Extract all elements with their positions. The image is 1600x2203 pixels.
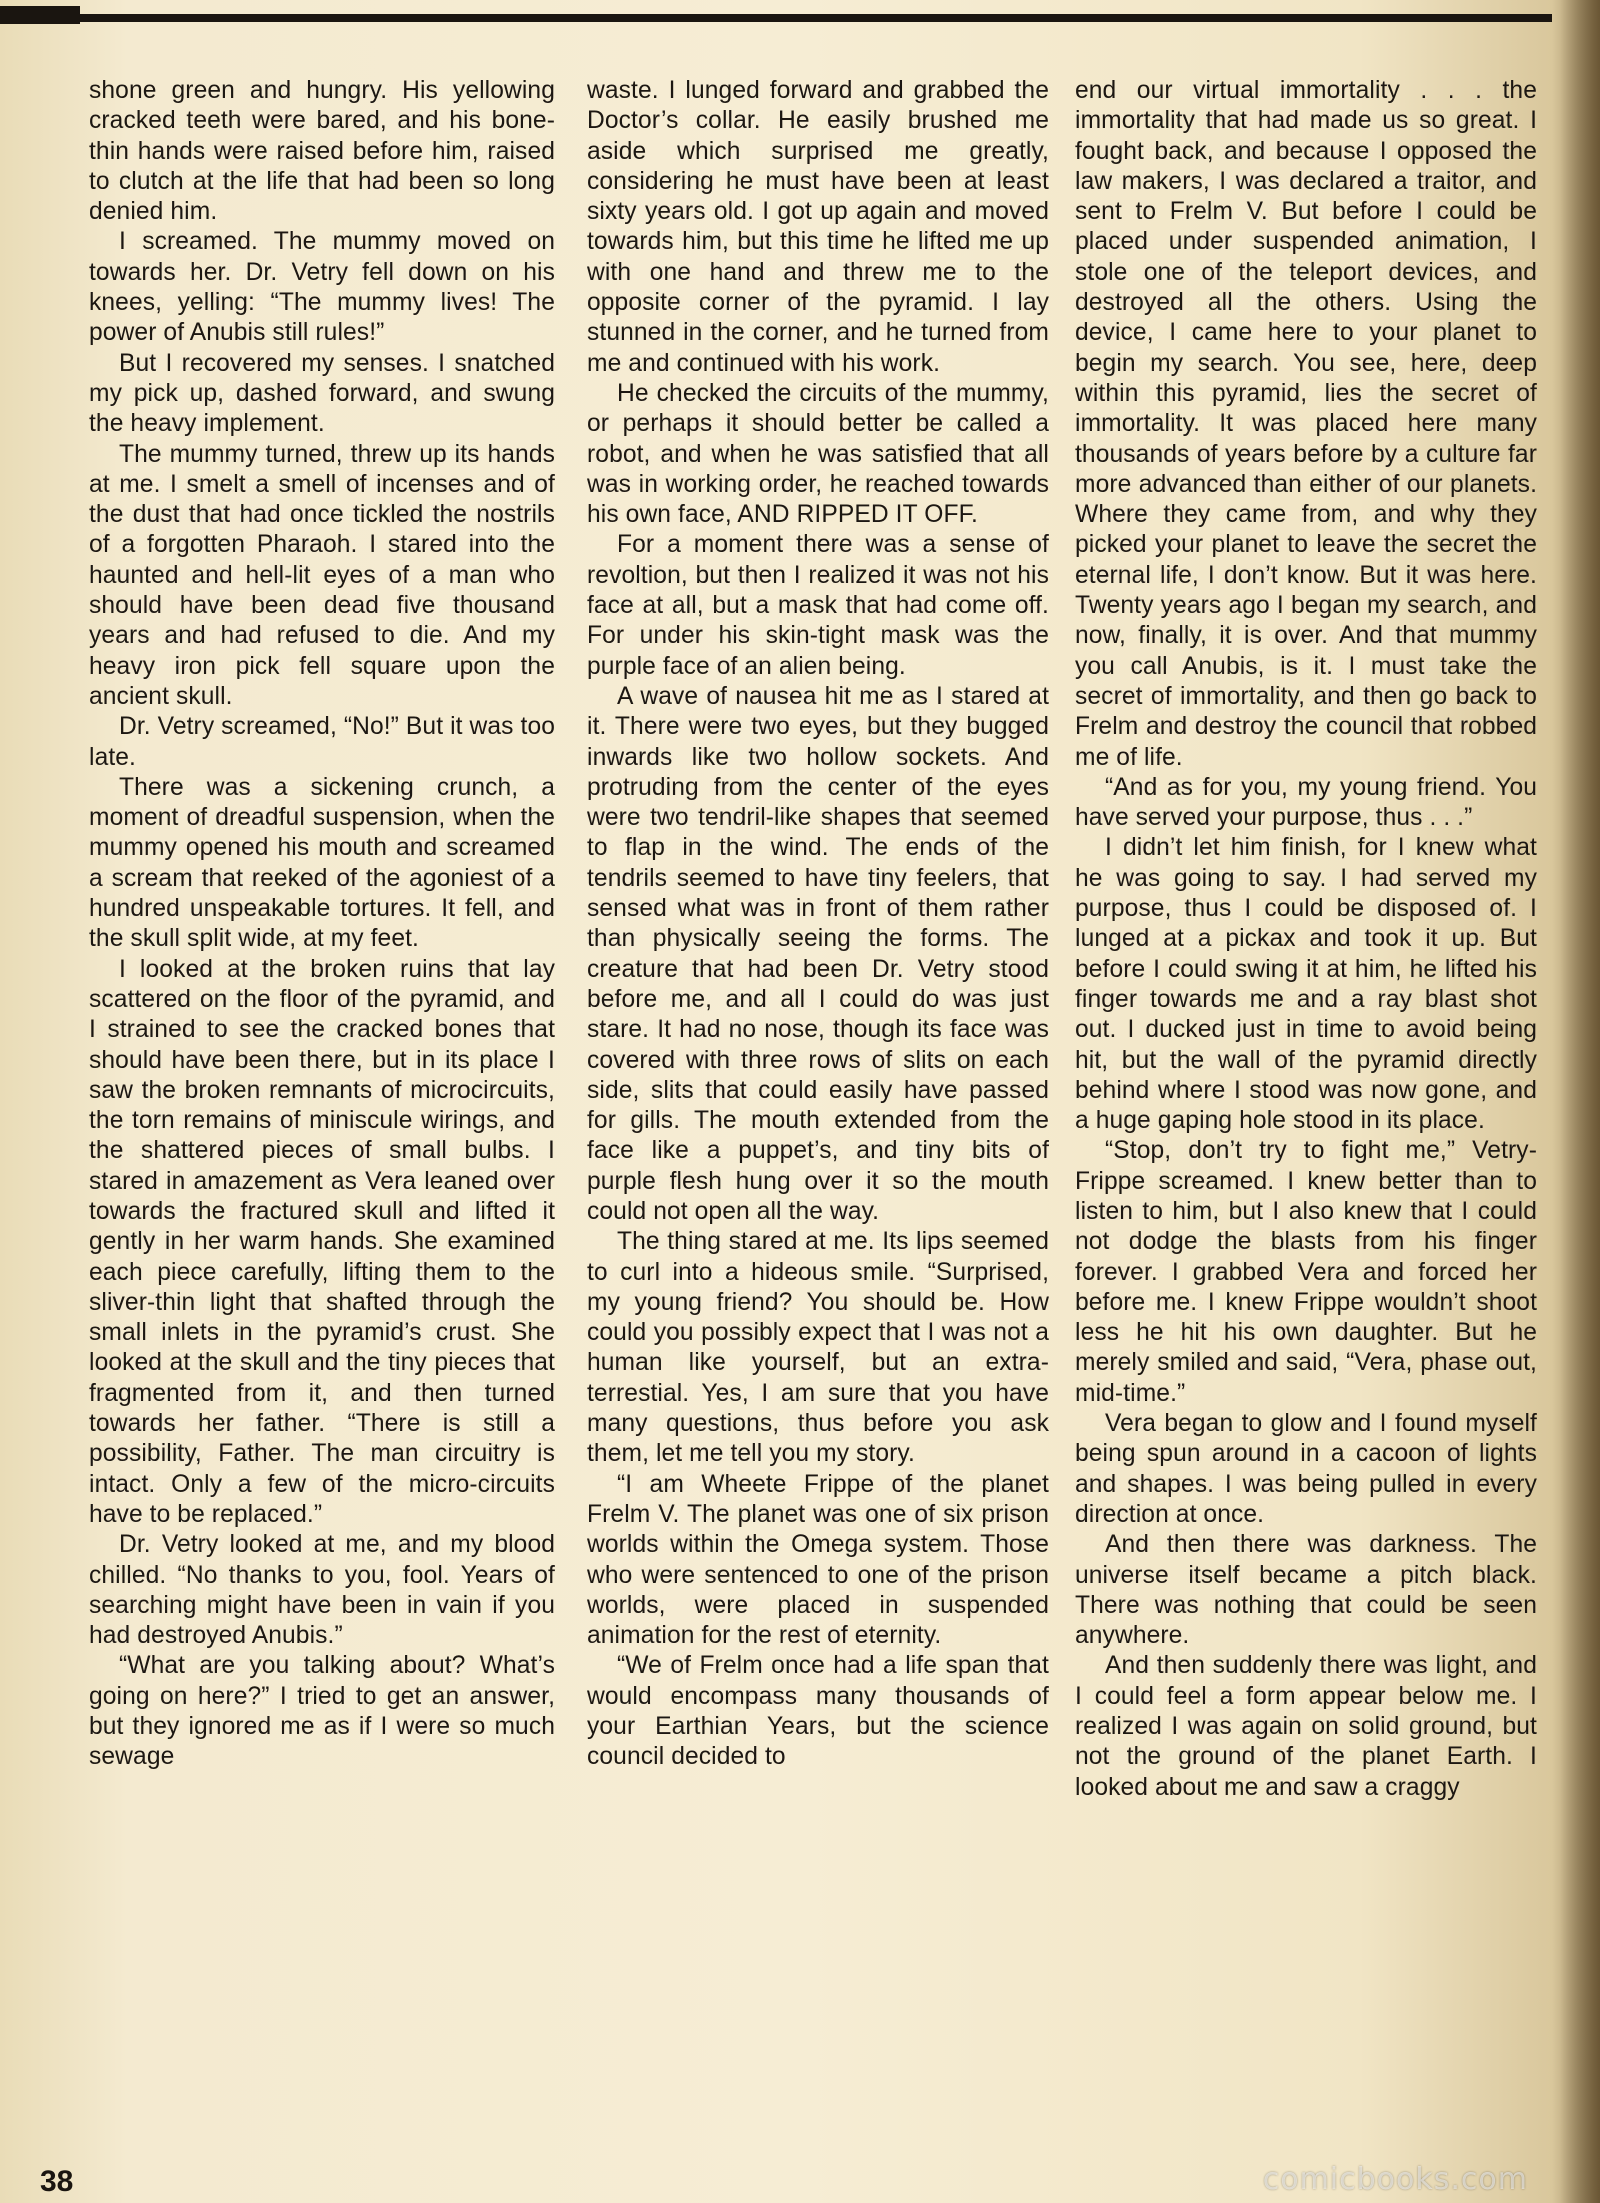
paragraph: A wave of nausea hit me as I stared at it. There were two eyes, but they bugged inwards like two hollow sockets. And protruding from the center of the eyes were two tendril-like shapes that seemed to flap in the wind. The ends of the tendrils seemed to have tiny feelers, that sensed what was in front of them rather than physically seeing the forms. The creature that had been Dr. Vetry stood before me, and all I could do was just stare. It had no nose, though its face was covered with three rows of slits on each side, slits that could easily have passed for gills. The mouth extended from the face like a puppet’s, and tiny bits of purple flesh hung over it so the mouth could not open all the way.	[587, 682, 1049, 1225]
top-rule	[0, 14, 1552, 22]
paragraph: I looked at the broken ruins that lay scattered on the floor of the pyramid, and I strained to see the cracked bones that should have been there, but in its place I saw the broken remnants of microcircuits, the torn remains of miniscule wirings, and the shattered pieces of small bulbs. I stared in amazement as Vera leaned over towards the fractured skull and lifted it gently in her warm hands. She examined each piece carefully, lifting them to the sliver-thin light that shafted through the small inlets in the pyramid’s crust. She looked at the skull and the tiny pieces that fragmented from it, and then turned towards her father. “There is still a possibility, Father. The man circuitry is intact. Only a few of the micro-circuits have to be replaced.”	[89, 955, 555, 1528]
paragraph: The thing stared at me. Its lips seemed to curl into a hideous smile. “Surprised, my young friend? You should be. How could you possibly expect that I was not a human like yourself, but an extra-terrestial. Yes, I am sure that you have many questions, thus before you ask them, let me tell you my story.	[587, 1228, 1049, 1468]
watermark: comicbooks.com	[1262, 2162, 1528, 2197]
paragraph: waste. I lunged forward and grabbed the Doctor’s collar. He easily brushed me aside which surprised me greatly, considering he must have been at least sixty years old. I got up again and moved towards him, but this time he lifted me up with one hand and threw me to the opposite corner of the pyramid. I lay stunned in the corner, and he turned from me and continued with his work.	[587, 77, 1049, 377]
paragraph: I screamed. The mummy moved on towards her. Dr. Vetry fell down on his knees, yelling: “The mummy lives! The power of Anubis still rules!”	[89, 228, 555, 347]
paragraph: “We of Frelm once had a life span that would encompass many thousands of your Earthian Years, but the science council decided to	[587, 1652, 1049, 1771]
text-column-1	[89, 76, 555, 1773]
paragraph: Dr. Vetry screamed, “No!” But it was too late.	[89, 713, 555, 771]
paragraph: I didn’t let him finish, for I knew what he was going to say. I had served my purpose, thus I could be disposed of. I lunged at a pickax and took it up. But before I could swing it at him, he lifted his finger towards me and a ray blast shot out. I ducked just in time to avoid being hit, but the wall of the pyramid directly behind where I stood was now gone, and a huge gaping hole stood in its place.	[1075, 834, 1537, 1135]
paragraph: For a moment there was a sense of revoltion, but then I realized it was not his face at all, but a mask that had come off. For under his skin-tight mask was the purple face of an alien being.	[587, 531, 1049, 680]
paragraph: “What are you talking about? What’s going on here?” I tried to get an answer, but they ignored me as if I were so much sewage	[89, 1652, 555, 1771]
paragraph: “Stop, don’t try to fight me,” Vetry-Frippe screamed. I knew better than to listen to him, but I also knew that I could not dodge the blasts from his finger forever. I grabbed Vera and forced her before me. I knew Frippe wouldn’t shoot less he hit his own daughter. But he merely smiled and said, “Vera, phase out, mid-time.”	[1075, 1137, 1537, 1407]
paragraph: He checked the circuits of the mummy, or perhaps it should better be called a robot, and when he was satisfied that all was in working order, he reached towards his own face, AND RIPPED IT OFF.	[587, 379, 1049, 529]
paragraph: Vera began to glow and I found myself being spun around in a cacoon of lights and shapes. I was being pulled in every direction at once.	[1075, 1410, 1537, 1528]
paragraph: The mummy turned, threw up its hands at me. I smelt a smell of incenses and of the dust that had once tickled the nostrils of a forgotten Pharaoh. I stared into the haunted and hell-lit eyes of a man who should have been dead five thousand years and had refused to die. And my heavy iron pick fell square upon the ancient skull.	[89, 440, 555, 710]
text-column-3	[1075, 76, 1537, 1803]
paragraph: And then there was darkness. The universe itself became a pitch black. There was nothing that could be seen anywhere.	[1075, 1531, 1537, 1650]
paragraph: Dr. Vetry looked at me, and my blood chilled. “No thanks to you, fool. Years of searching might have been in vain if you had destroyed Anubis.”	[89, 1531, 555, 1650]
paragraph: But I recovered my senses. I snatched my pick up, dashed forward, and swung the heavy implement.	[89, 349, 555, 438]
page-edge-shadow	[1560, 0, 1600, 2203]
text-column-2	[587, 76, 1049, 1773]
paragraph: end our virtual immortality . . . the immortality that had made us so great. I fought back, and because I opposed the law makers, I was declared a traitor, and sent to Frelm V. But before I could be placed under suspended animation, I stole one of the teleport devices, and destroyed all the others. Using the device, I came here to your planet to begin my search. You see, here, deep within this pyramid, lies the secret of immortality. It was placed here many thousands of years before by a culture far more advanced than either of our planets. Where they came from, and why they picked your planet to leave the secret the eternal life, I don’t know. But it was here. Twenty years ago I began my search, and now, finally, it is over. And that mummy you call Anubis, is it. I must take the secret of immortality, and then go back to Frelm and destroy the council that robbed me of life.	[1075, 77, 1537, 771]
page-number: 38	[40, 2165, 74, 2198]
paragraph: “I am Wheete Frippe of the planet Frelm V. The planet was one of six prison worlds within the Omega system. Those who were sentenced to one of the prison worlds, were placed in suspended animation for the rest of eternity.	[587, 1470, 1049, 1650]
paragraph: And then suddenly there was light, and I could feel a form appear below me. I realized I was again on solid ground, but not the ground of the planet Earth. I looked about me and saw a craggy	[1075, 1652, 1537, 1801]
paragraph: shone green and hungry. His yellowing cracked teeth were bared, and his bone-thin hands were raised before him, raised to clutch at the life that had been so long denied him.	[89, 77, 555, 226]
paragraph: There was a sickening crunch, a moment of dreadful suspension, when the mummy opened his mouth and screamed a scream that reeked of the agoniest of a hundred unspeakable tortures. It fell, and the skull split wide, at my feet.	[89, 773, 555, 953]
paragraph: “And as for you, my young friend. You have served your purpose, thus . . .”	[1075, 773, 1537, 832]
